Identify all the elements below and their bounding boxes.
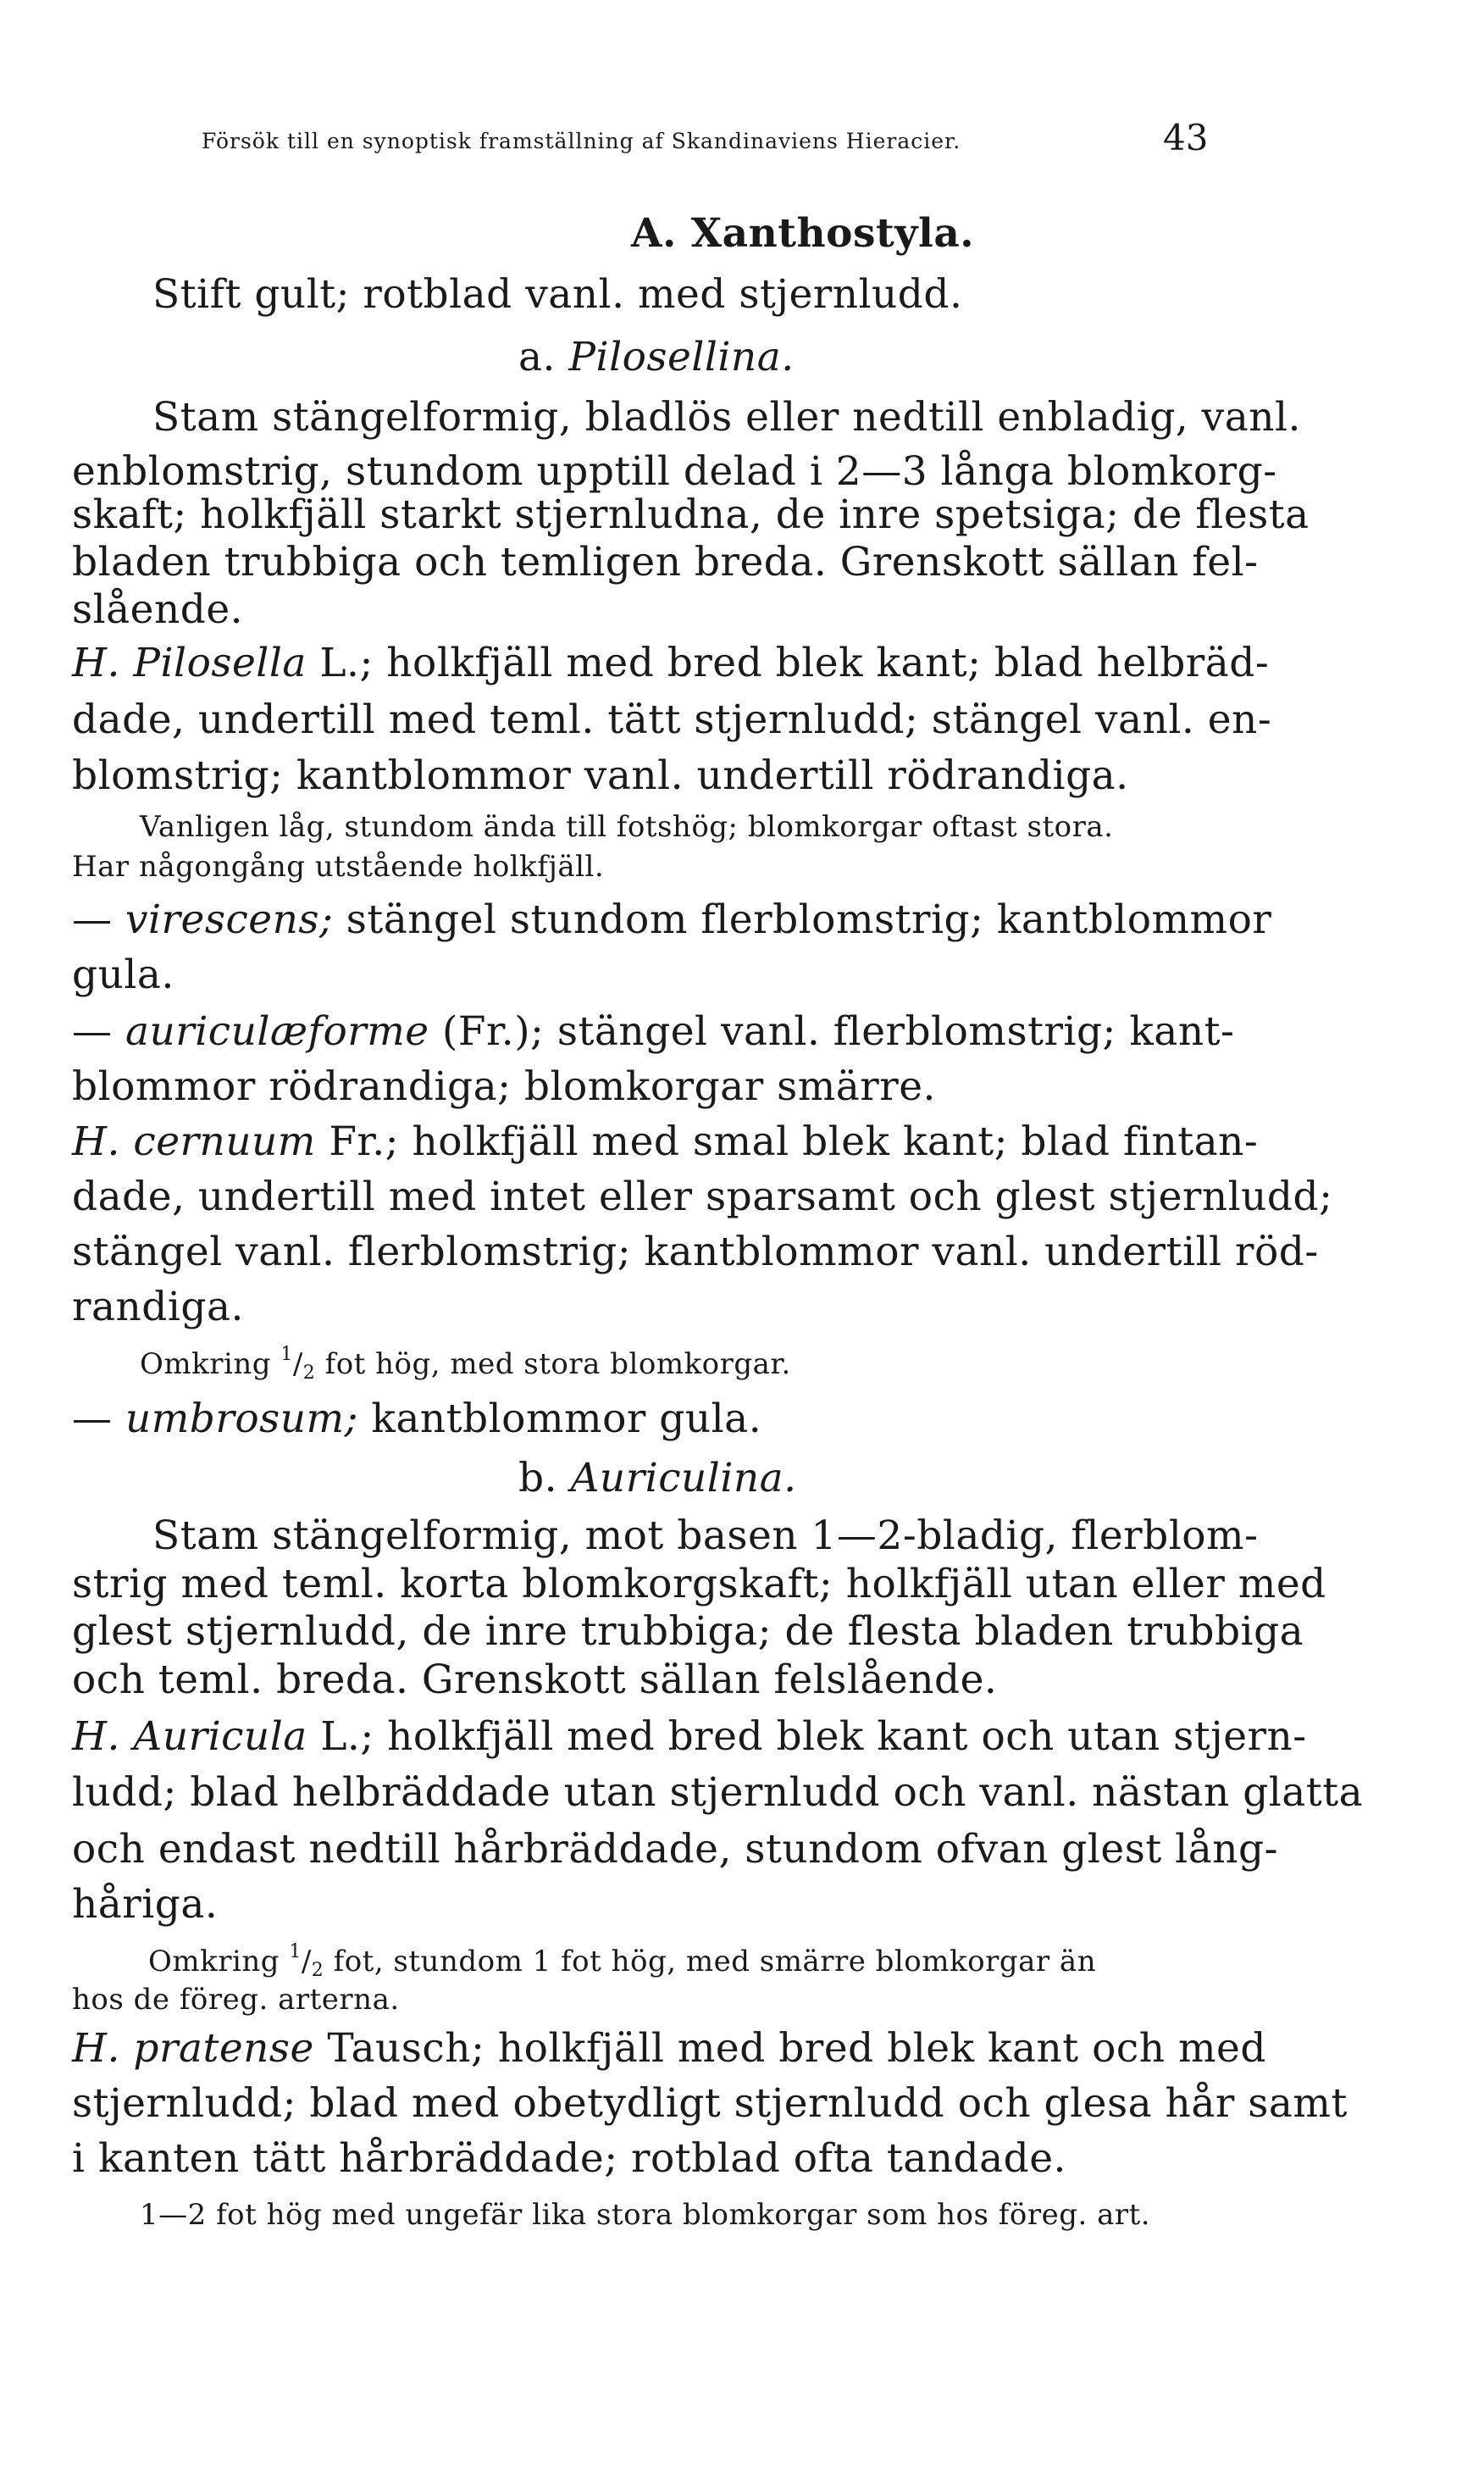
species-entry-cernuum: H. cernuum Fr.; holkfjäll med smal blek kant; blad fintan- (72, 1118, 1259, 1165)
species-entry-line: dade, undertill med intet eller sparsamt och glest stjernludd; (72, 1174, 1333, 1220)
subsection-b-desc-line: och teml. breda. Grenskott sällan felslående. (72, 1656, 998, 1703)
section-intro: Stift gult; rotblad vanl. med stjernludd. (152, 271, 963, 318)
species-note: Vanligen låg, stundom ända till fotshög; blomkorgar oftast stora. (140, 810, 1114, 844)
species-entry-line: i kanten tätt hårbräddade; rotblad ofta tandade. (72, 2135, 1066, 2182)
species-entry-line: och endast nedtill hårbräddade, stundom ofvan glest lång- (72, 1826, 1278, 1873)
species-entry-line: randiga. (72, 1284, 244, 1330)
subsection-b-heading: b. Auriculina. (518, 1455, 797, 1501)
species-entry-line: stängel vanl. flerblomstrig; kantblommor vanl. undertill röd- (72, 1229, 1319, 1275)
variety-entry-umbrosum: — umbrosum; kantblommor gula. (72, 1396, 762, 1442)
page-number: 43 (1163, 117, 1209, 158)
variety-entry-virescens: — virescens; stängel stundom flerblomstrig; kantblommor (72, 896, 1272, 943)
species-note: Omkring $^1/_2$ fot hög, med stora blomkorgar. (140, 1344, 791, 1384)
subsection-a-desc-line: enblomstrig, stundom upptill delad i 2—3 långa blomkorg- (72, 448, 1277, 495)
species-note: hos de föreg. arterna. (72, 1983, 400, 2017)
species-note: 1—2 fot hög med ungefär lika stora blomkorgar som hos föreg. art. (140, 2198, 1151, 2232)
running-title: Försök till en synoptisk framställning af Skandinaviens Hieracier. (202, 129, 961, 153)
variety-entry-line: blommor rödrandiga; blomkorgar smärre. (72, 1063, 936, 1110)
species-entry-auricula: H. Auricula L.; holkfjäll med bred blek kant och utan stjern- (72, 1713, 1307, 1760)
variety-entry-auriculaeforme: — auriculæforme (Fr.); stängel vanl. flerblomstrig; kant- (72, 1008, 1235, 1055)
species-entry-line: ludd; blad helbräddade utan stjernludd och vanl. nästan glatta (72, 1769, 1364, 1816)
species-entry-pratense: H. pratense Tausch; holkfjäll med bred blek kant och med (72, 2025, 1266, 2072)
subsection-a-desc-line: skaft; holkfjäll starkt stjernludna, de inre spetsiga; de flesta (72, 491, 1310, 538)
species-entry-pilosella: H. Pilosella L.; holkfjäll med bred blek kant; blad helbräd- (72, 640, 1270, 686)
subsection-a-desc-line: bladen trubbiga och temligen breda. Grenskott sällan fel- (72, 539, 1259, 585)
species-note: Omkring $^1/_2$ fot, stundom 1 fot hög, med smärre blomkorgar än (148, 1941, 1097, 1981)
subsection-b-desc-line: Stam stängelformig, mot basen 1—2-bladig, flerblom- (152, 1512, 1259, 1559)
subsection-b-desc-line: strig med teml. korta blomkorgskaft; holkfjäll utan eller med (72, 1561, 1326, 1607)
section-heading: A. Xanthostyla. (631, 210, 975, 257)
species-entry-line: stjernludd; blad med obetydligt stjernludd och glesa hår samt (72, 2080, 1348, 2127)
species-entry-line: håriga. (72, 1881, 219, 1928)
subsection-b-desc-line: glest stjernludd, de inre trubbiga; de flesta bladen trubbiga (72, 1608, 1304, 1655)
species-note: Har någongång utstående holkfjäll. (72, 850, 605, 884)
species-entry-line: blomstrig; kantblommor vanl. undertill rödrandiga. (72, 752, 1129, 799)
subsection-a-desc-line: Stam stängelformig, bladlös eller nedtill enbladig, vanl. (152, 394, 1301, 441)
subsection-a-heading: a. Pilosellina. (518, 334, 795, 380)
species-entry-line: dade, undertill med teml. tätt stjernludd; stängel vanl. en- (72, 696, 1272, 743)
variety-entry-line: gula. (72, 952, 174, 998)
subsection-a-desc-line: slående. (72, 586, 244, 633)
